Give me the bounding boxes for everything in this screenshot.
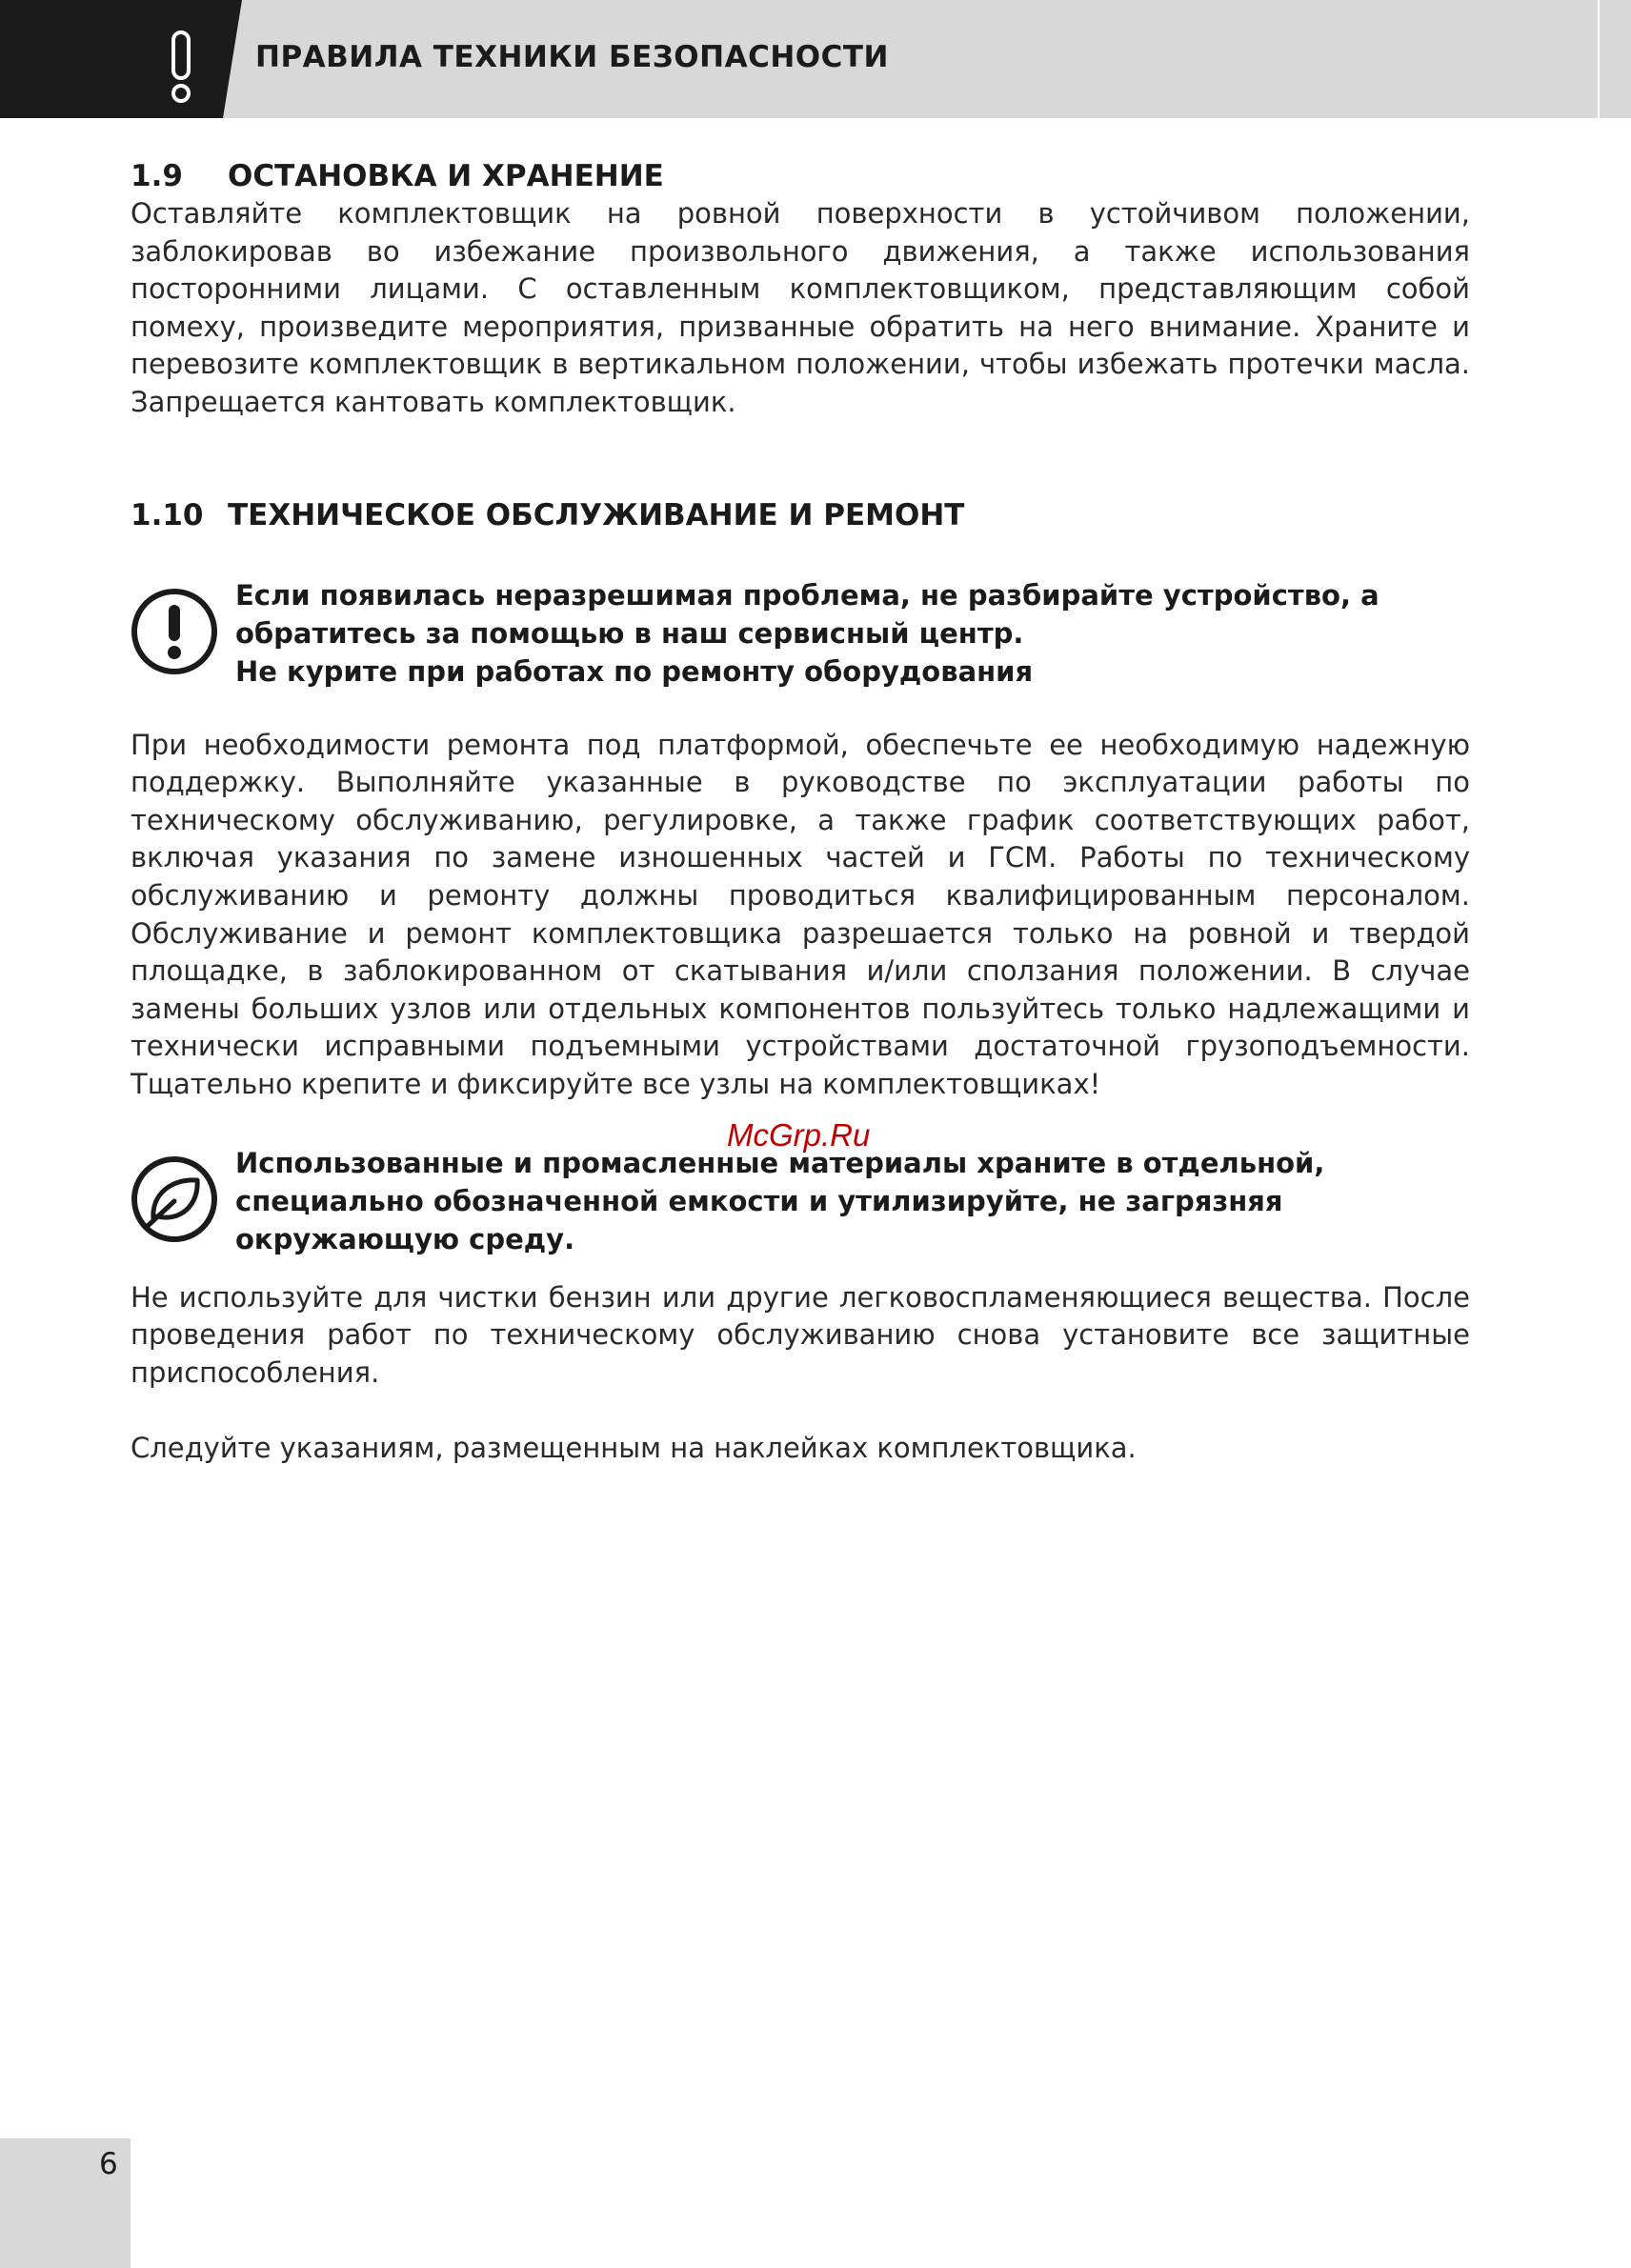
- section-title: ТЕХНИЧЕСКОЕ ОБСЛУЖИВАНИЕ И РЕМОНТ: [228, 497, 965, 532]
- cleaning-paragraph: Не используйте для чистки бензин или другие легковоспламеняющиеся вещества. После проведения работ по техническому обслуживанию снова установите все защитные приспособления.: [131, 1280, 1470, 1389]
- page-number: 6: [99, 2147, 118, 2181]
- maintenance-paragraph: При необходимости ремонта под платформой, обеспечьте ее необходимую надежную поддержку. Выполняйте указанные в руководстве по эксплуатации работы по техническому обслуживанию, регулировке, а также график соответствующих работ, включая указания по замене изношенных частей и ГСМ. Работы по техническому обслуживанию и ремонту должны проводиться квалифицированным персоналом. Обслуживание и ремонт комплектовщика разрешается только на ровной и твердой площадке, в заблокированном от скатывания и/или сползания положении. В случае замены больших узлов или отдельных компонентов пользуйтесь только надлежащими и технически исправными подъемными устройствами достаточной грузоподъемности. Тщательно крепите и фиксируйте все узлы на комплектовщиках!: [131, 728, 1470, 1100]
- header-divider: [1598, 0, 1600, 118]
- header-black-block: [0, 0, 242, 118]
- exclamation-icon: [162, 30, 200, 107]
- section-1-9-text: Оставляйте комплектовщик на ровной поверхности в устойчивом положении, заблокировав во избежание произвольного движения, а также использования посторонними лицами. С оставленным комплектовщиком, представляющим собой помеху, произведите мероприятия, призванные обратить на него внимание. Храните и перевозите комплектовщик в вертикальном положении, чтобы избежать протечки масла. Запрещается кантовать комплектовщик.: [131, 197, 1470, 418]
- watermark: McGrp.Ru: [727, 1117, 871, 1153]
- warning-text-2: Не курите при работах по ремонту оборудования: [235, 654, 1034, 688]
- page-header: [0, 0, 1631, 118]
- leaf-eco-icon: [131, 1155, 218, 1243]
- section-title: ОСТАНОВКА И ХРАНЕНИЕ: [228, 159, 664, 193]
- header-title: ПРАВИЛА ТЕХНИКИ БЕЗОПАСНОСТИ: [255, 40, 889, 74]
- warning-text-1: Если появилась неразрешимая проблема, не разбирайте устройство, а обратитесь за помощью в наш сервисный центр.: [235, 578, 1379, 650]
- section-number: 1.10: [131, 497, 204, 532]
- section-heading-1-10: [131, 496, 1470, 534]
- section-heading-1-9: [131, 157, 1470, 195]
- warning-note: [131, 576, 1470, 691]
- eco-note-text: Использованные и промасленные материалы храните в отдельной, специально обозначенной емкости и утилизируйте, не загрязняя окружающую среду.: [235, 1146, 1325, 1255]
- section-number: 1.9: [131, 159, 183, 193]
- warning-exclamation-icon: [131, 588, 218, 675]
- stickers-paragraph: Следуйте указаниям, размещенным на наклейках комплектовщика.: [131, 1432, 1137, 1465]
- page-content: [131, 157, 1470, 1468]
- eco-note: [131, 1144, 1470, 1258]
